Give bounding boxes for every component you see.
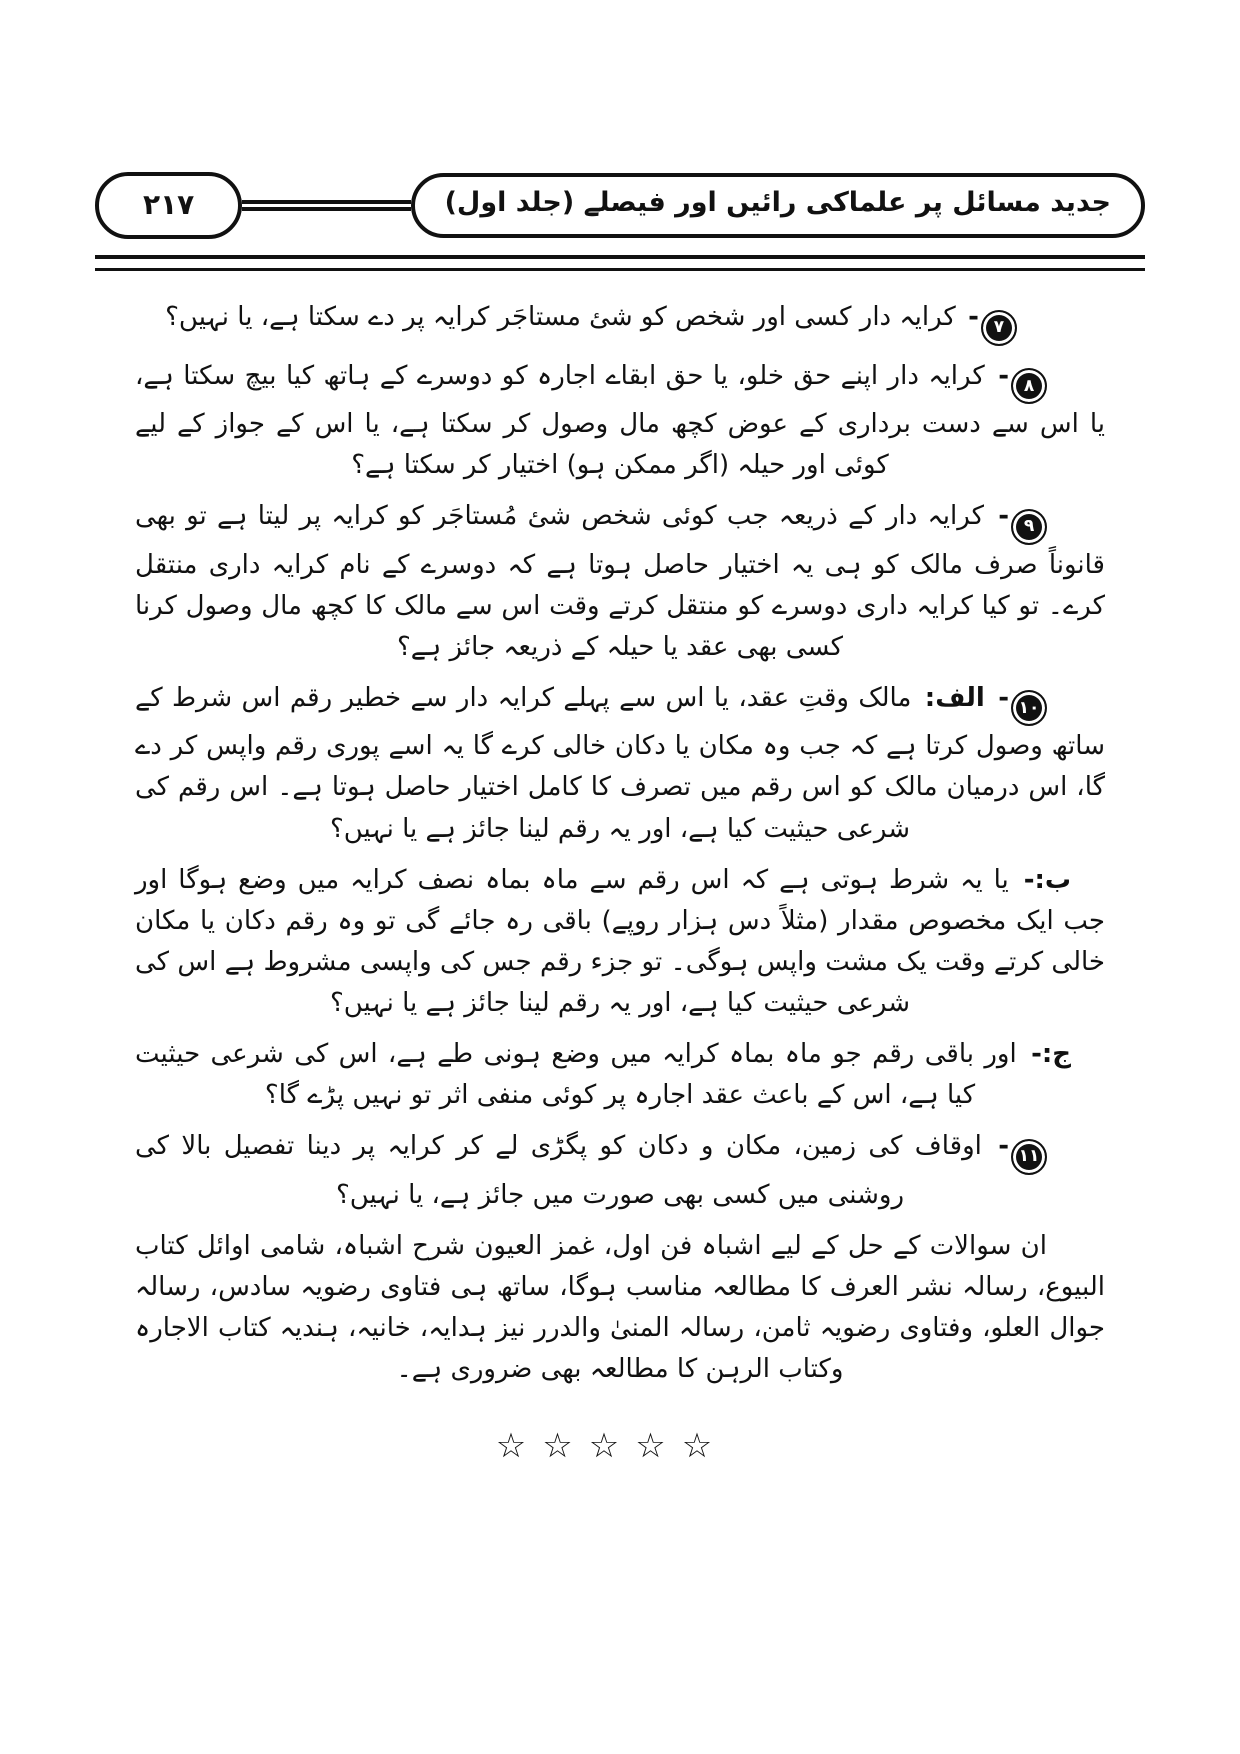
sub-item-label-be: ب:- xyxy=(1023,864,1072,895)
sub-item-label-jeem: ج:- xyxy=(1031,1038,1071,1069)
page-number-oval xyxy=(95,172,242,239)
header-double-line xyxy=(242,200,410,211)
question-text: کرایہ دار اپنے حق خلو، یا حق ابقاے اجارہ کو دوسرے کے ہاتھ کیا بیچ سکتا ہے، یا اس سے دست برداری کے عوض کچھ مال وصول کر سکتا ہے، یا اس کے جواز کے لیے کوئی اور حیلہ (اگر ممکن ہو) اختیار کر سکتا ہے؟ xyxy=(135,360,1105,481)
page-content xyxy=(0,271,1240,1474)
question-text: کرایہ دار کے ذریعہ جب کوئی شخص شئ مُستاجَر کو کرایہ پر لیتا ہے تو بھی قانوناً صرف مالک کو ہی یہ اختیار حاصل ہوتا ہے کہ دوسرے کے نام کرایہ داری منتقل کرے۔ تو کیا کرایہ داری دوسرے کو منتقل کرتے وقت اس سے مالک کا کچھ مال وصول کرنا کسی بھی عقد یا حیلہ کے ذریعہ جائز ہے؟ xyxy=(135,501,1105,662)
page-number: ۲۱۷ xyxy=(143,188,195,221)
question-text: اور باقی رقم جو ماہ بماہ کرایہ میں وضع ہونی طے ہے، اس کی شرعی حیثیت کیا ہے، اس کے باعث عقد اجارہ پر کوئی منفی اثر تو نہیں پڑے گا؟ xyxy=(135,1038,1017,1111)
question-text: کرایہ دار کسی اور شخص کو شئ مستاجَر کرایہ پر دے سکتا ہے، یا نہیں؟ xyxy=(165,302,956,332)
header-rule xyxy=(95,255,1145,271)
question-number-badge: ۱۰ xyxy=(1011,690,1047,726)
book-title: جدید مسائل پر علماکی رائیں اور فیصلے (جلد اول) xyxy=(444,187,1111,219)
question-item-8 xyxy=(135,356,1105,487)
sub-item-label-alif: الف: xyxy=(924,682,985,713)
question-text: اوقاف کی زمین، مکان و دکان کو پگڑی لے کر کرایہ پر دینا تفصیل بالا کی روشنی میں کسی بھی صورت میں جائز ہے، یا نہیں؟ xyxy=(135,1131,982,1210)
question-item-9 xyxy=(135,496,1105,668)
sub-item-be xyxy=(135,860,1105,1024)
dash: - xyxy=(998,682,1010,713)
dash: - xyxy=(998,360,1009,391)
closing-text: ان سوالات کے حل کے لیے اشباہ فن اول، غمز العیون شرح اشباہ، شامی اوائل کتاب البیوع، رسالہ نشر العرف کا مطالعہ مناسب ہوگا، ساتھ ہی فتاوی رضویہ سادس، رسالہ جوال العلو، وفتاوی رضویہ ثامن، رسالہ المنیٰ والدرر نیز ہدایہ، خانیہ، ہندیہ کتاب الاجارہ وکتاب الرہن کا مطالعہ بھی ضروری ہے۔ xyxy=(135,1230,1105,1384)
question-number-badge: ۱۱ xyxy=(1011,1139,1047,1175)
page-header xyxy=(0,172,1240,239)
question-number-badge: ۷ xyxy=(981,310,1017,346)
question-item-10 xyxy=(135,678,1105,850)
dash: - xyxy=(968,302,979,332)
question-number-badge: ۹ xyxy=(1011,509,1047,545)
book-title-oval xyxy=(411,173,1145,237)
question-text: مالک وقتِ عقد، یا اس سے پہلے کرایہ دار سے خطیر رقم اس شرط کے ساتھ وصول کرتا ہے کہ جب وہ مکان یا دکان خالی کرے گا یہ اسے پوری رقم واپس کر دے گا، اس درمیان مالک کو اس رقم میں تصرف کا کامل اختیار حاصل ہوتا ہے۔ اس رقم کی شرعی حیثیت کیا ہے، اور یہ رقم لینا جائز ہے یا نہیں؟ xyxy=(135,682,1105,844)
question-text: یا یہ شرط ہوتی ہے کہ اس رقم سے ماہ بماہ نصف کرایہ میں وضع ہوگا اور جب ایک مخصوص مقدار (مثلاً دس ہزار روپے) باقی رہ جائے گی تو وہ رقم دکان یا مکان خالی کرتے وقت یک مشت واپس ہوگی۔ تو جزء رقم جس کی واپسی مشروط ہے اس کی شرعی حیثیت کیا ہے، اور یہ رقم لینا جائز ہے یا نہیں؟ xyxy=(135,864,1105,1018)
sub-item-jeem xyxy=(135,1034,1105,1116)
question-item-7 xyxy=(135,297,1105,346)
question-item-11 xyxy=(135,1126,1105,1216)
dash: - xyxy=(998,501,1010,532)
closing-paragraph xyxy=(135,1226,1105,1390)
star-divider: ☆☆☆☆☆ xyxy=(495,1425,729,1466)
question-number-badge: ۸ xyxy=(1011,368,1047,404)
dash: - xyxy=(998,1131,1009,1162)
